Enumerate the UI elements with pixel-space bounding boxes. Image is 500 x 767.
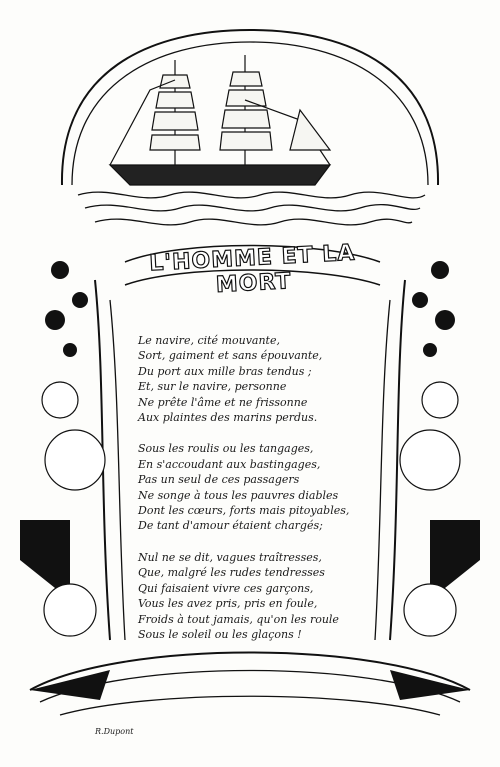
poem-line: Et, sur le navire, personne	[138, 380, 287, 394]
poem-line: Vous les avez pris, pris en foule,	[138, 597, 318, 611]
poem-line: Le navire, cité mouvante,	[138, 334, 280, 347]
poem-line: Ne songe à tous les pauvres diables	[138, 488, 339, 502]
poem-line: Aux plaintes des marins perdus.	[138, 411, 318, 425]
stanza-1	[138, 333, 368, 425]
poem-line: Sous les roulis ou les tangages,	[138, 442, 314, 456]
poem-line: Froids à tout jamais, qu'on les roule	[138, 612, 339, 626]
poem-title: L'HOMME ET LA MORT	[148, 240, 356, 298]
poem-line: Nul ne se dit, vagues traîtresses,	[138, 550, 322, 564]
poem-line: Qui faisaient vivre ces garçons,	[138, 581, 314, 595]
poem-line: Sort, gaiment et sans épouvante,	[138, 349, 323, 363]
artist-signature: R.Dupont	[95, 727, 134, 736]
poem-line: En s'accoudant aux bastingages,	[138, 457, 321, 471]
poem-line: De tant d'amour étaient chargés;	[138, 519, 323, 533]
stanza-2	[138, 441, 368, 533]
poem-line: Dont les cœurs, forts mais pitoyables,	[138, 504, 350, 518]
sailing-ship-icon	[110, 55, 330, 185]
poem-line: Ne prête l'âme et ne frissonne	[138, 395, 308, 409]
poem-line: Du port aux mille bras tendus ;	[138, 364, 312, 378]
poem-body	[138, 333, 368, 658]
poem-line: Sous le soleil ou les glaçons !	[138, 627, 302, 641]
stanza-3	[138, 550, 368, 642]
poem-line: Pas un seul de ces passagers	[138, 473, 300, 487]
poem-line: Que, malgré les rudes tendresses	[138, 566, 325, 580]
